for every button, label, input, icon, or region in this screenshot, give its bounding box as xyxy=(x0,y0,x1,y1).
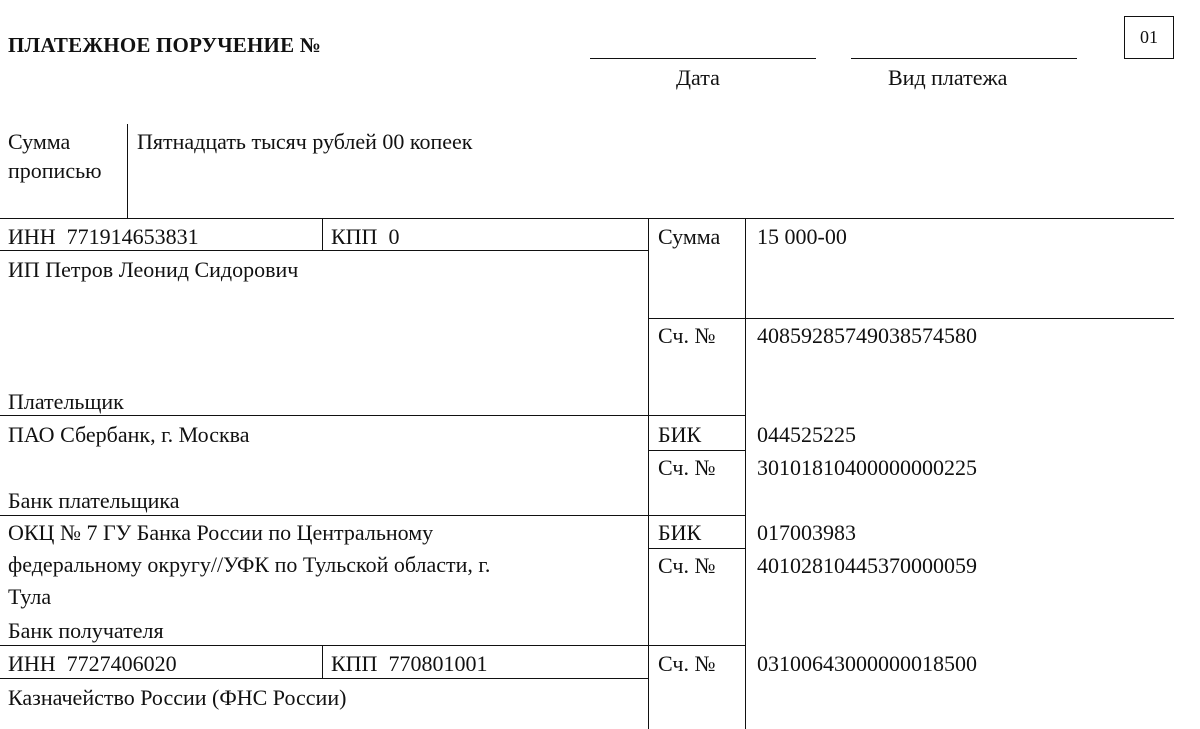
amount-words-label-line2: прописью xyxy=(8,158,102,183)
payer-inn-value: 771914653831 xyxy=(66,224,199,249)
amount-words-label-line1: Сумма xyxy=(8,129,71,154)
payer-inn-label: ИНН xyxy=(8,224,56,249)
payee-name: Казначейство России (ФНС России) xyxy=(8,685,347,710)
payer-bank-account: 30101810400000000225 xyxy=(757,455,977,480)
payer-inn-row-border xyxy=(0,250,648,251)
payee-inn-value: 7727406020 xyxy=(66,651,177,676)
payer-bank-top-border xyxy=(0,415,745,416)
payer-kpp-value: 0 xyxy=(388,224,400,249)
labels-column-divider xyxy=(648,218,649,729)
payee-bank-bik-label: БИК xyxy=(658,520,702,545)
amount-words-divider xyxy=(127,124,128,218)
payee-bank-account: 40102810445370000059 xyxy=(757,553,977,578)
payee-bank-account-label: Сч. № xyxy=(658,553,716,578)
form-code-box xyxy=(1124,16,1174,59)
payee-kpp-label: КПП xyxy=(331,651,378,676)
date-field-line xyxy=(590,58,816,59)
payer-inn-kpp-divider xyxy=(322,218,323,250)
payee-bank-name-line1: ОКЦ № 7 ГУ Банка России по Центральному xyxy=(8,520,434,545)
payee-inn-label: ИНН xyxy=(8,651,56,676)
payer-inn xyxy=(8,224,199,250)
amount-value: 15 000-00 xyxy=(757,224,847,249)
payee-account: 03100643000000018500 xyxy=(757,651,977,676)
form-title: ПЛАТЕЖНОЕ ПОРУЧЕНИЕ № xyxy=(8,33,322,57)
payee-bank-caption: Банк получателя xyxy=(8,618,164,643)
amount-label: Сумма xyxy=(658,224,721,249)
form-code: 01 xyxy=(1140,27,1158,47)
payer-bank-bik-label: БИК xyxy=(658,422,702,447)
payee-bank-name-line2: федеральному округу//УФК по Тульской области, г. xyxy=(8,552,491,577)
amount-row-border xyxy=(648,318,1174,319)
payer-bank-bik: 044525225 xyxy=(757,422,856,447)
date-label: Дата xyxy=(676,65,720,90)
payee-bank-name-line3: Тула xyxy=(8,584,52,609)
payer-kpp xyxy=(331,224,399,250)
payment-type-field-line xyxy=(851,58,1077,59)
payment-type-label: Вид платежа xyxy=(888,65,1008,90)
payee-bank-top-border xyxy=(0,515,745,516)
payee-kpp xyxy=(331,651,487,677)
payee-bank-bik: 017003983 xyxy=(757,520,856,545)
payer-caption: Плательщик xyxy=(8,389,124,414)
payer-bank-bik-border xyxy=(648,450,745,451)
payee-kpp-value: 770801001 xyxy=(388,651,488,676)
values-column-divider xyxy=(745,218,746,729)
payee-inn-kpp-divider xyxy=(322,645,323,678)
payee-inn xyxy=(8,651,177,677)
payee-top-border xyxy=(0,645,745,646)
payee-bank-bik-border xyxy=(648,548,745,549)
payer-bank-caption: Банк плательщика xyxy=(8,488,180,513)
payer-account-label: Сч. № xyxy=(658,323,716,348)
payer-name: ИП Петров Леонид Сидорович xyxy=(8,257,299,282)
payer-kpp-label: КПП xyxy=(331,224,378,249)
payer-account: 40859285749038574580 xyxy=(757,323,977,348)
payer-bank-name: ПАО Сбербанк, г. Москва xyxy=(8,422,250,447)
payee-inn-row-border xyxy=(0,678,648,679)
amount-in-words: Пятнадцать тысяч рублей 00 копеек xyxy=(137,129,473,154)
payer-bank-account-label: Сч. № xyxy=(658,455,716,480)
table-top-border xyxy=(0,218,1174,219)
payee-account-label: Сч. № xyxy=(658,651,716,676)
